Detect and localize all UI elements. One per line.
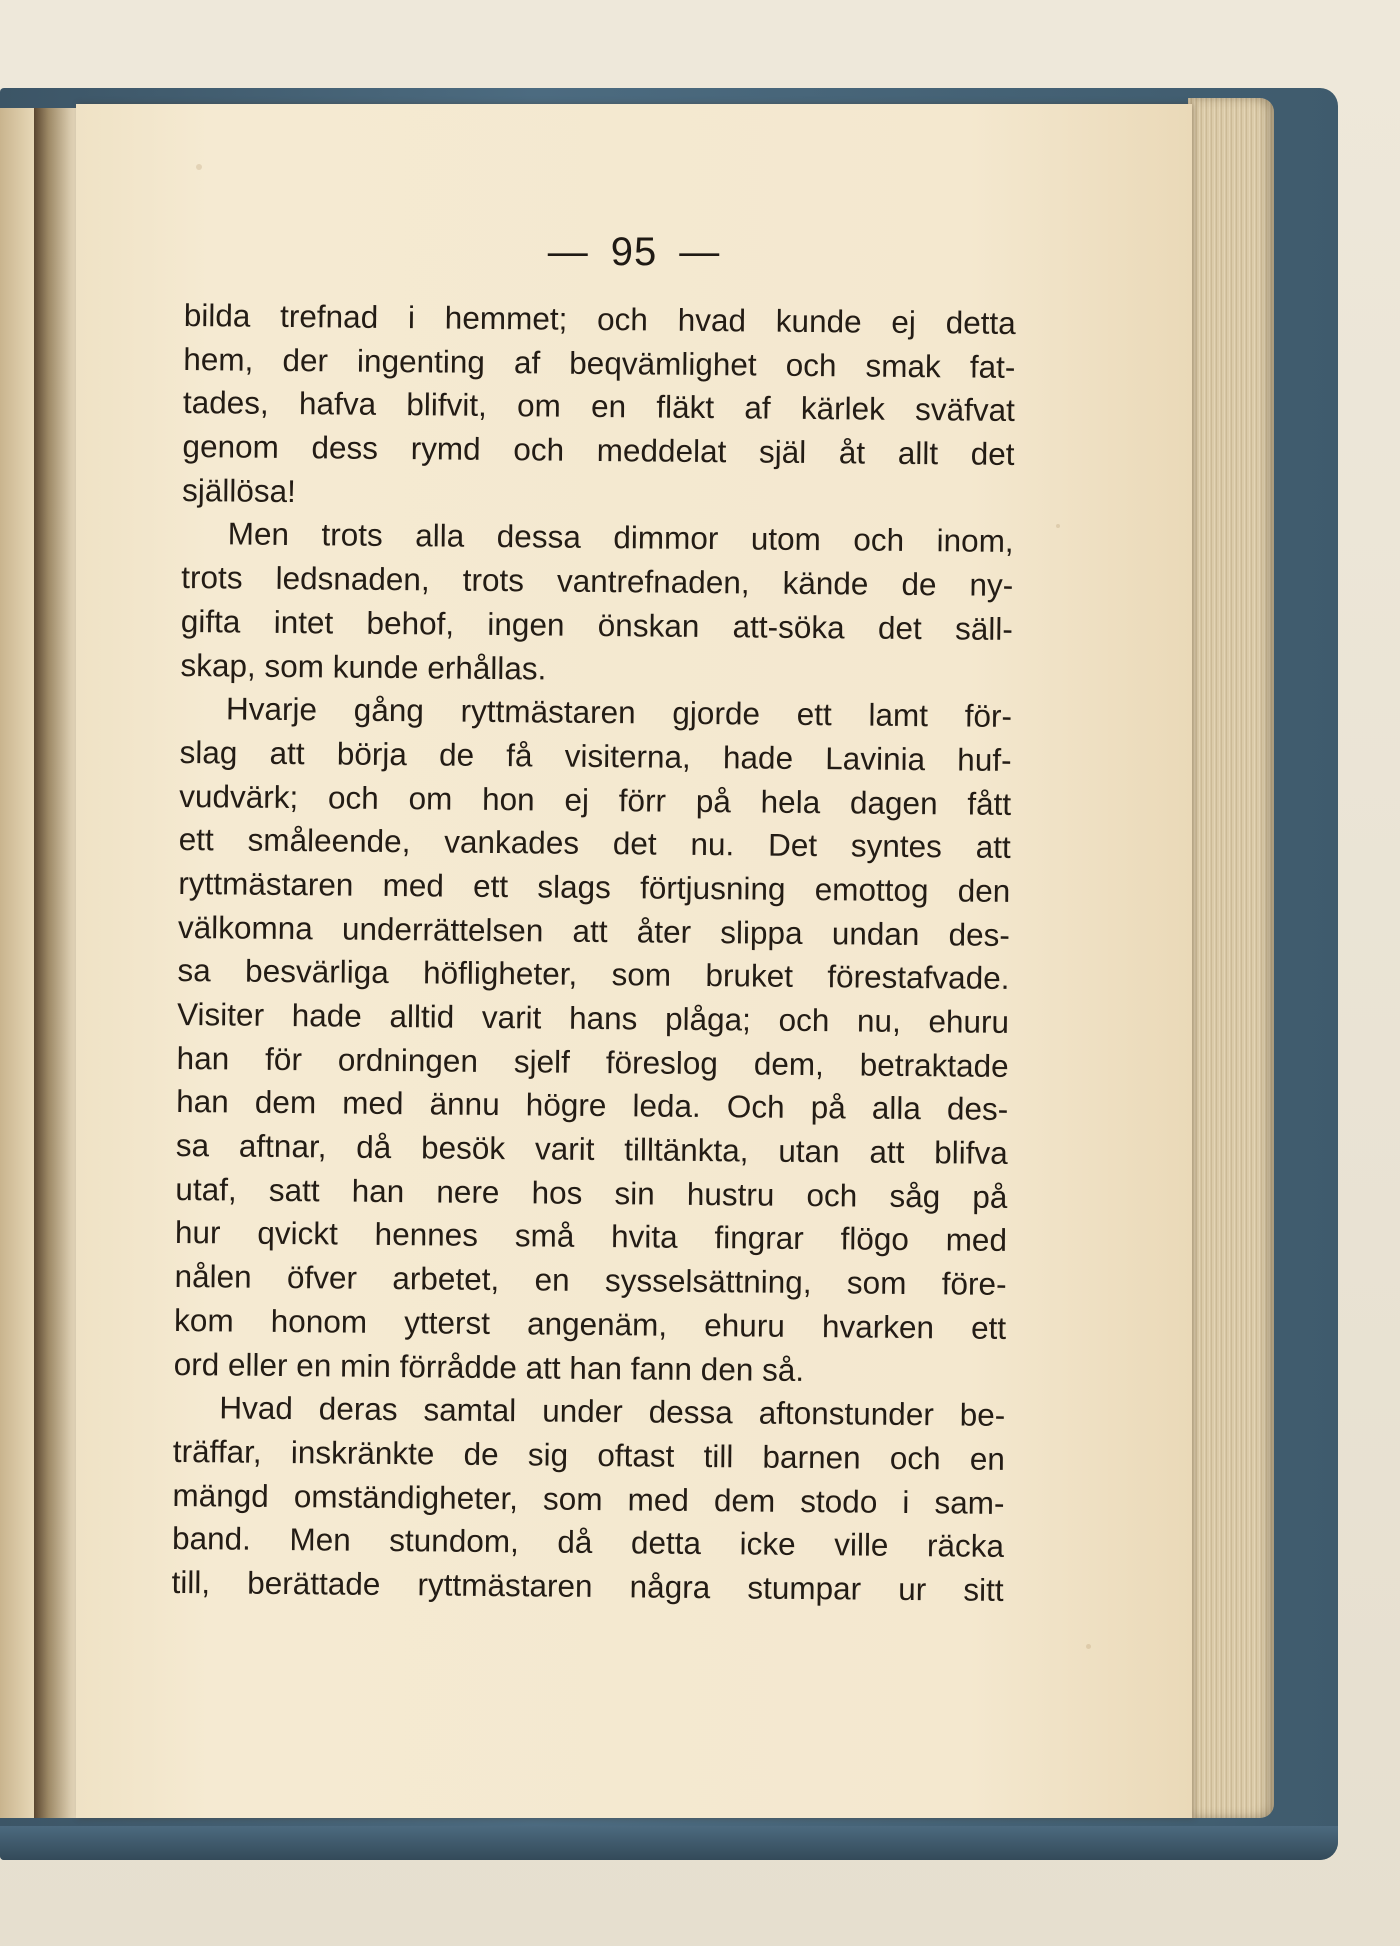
text-line: själlösa! xyxy=(181,471,297,509)
text-line: nålen öfver arbetet, en sysselsättning, som före- xyxy=(174,1258,1007,1303)
text-line: trots ledsnaden, trots vantrefnaden, kände de ny- xyxy=(181,559,1014,604)
text-line: slag att börja de få visiterna, hade Lavinia huf- xyxy=(179,733,1012,778)
text-line: band. Men stundom, då detta icke ville räcka xyxy=(171,1520,1005,1565)
foxing-spot xyxy=(1056,524,1060,528)
text-line: skap, som kunde erhållas. xyxy=(180,646,547,686)
body-text xyxy=(171,294,1016,1613)
page-number: 95 xyxy=(610,230,658,274)
text-line: utaf, satt han nere hos sin hustru och såg på xyxy=(175,1170,1008,1215)
text-line: kom honom ytterst angenäm, ehuru hvarken ett xyxy=(173,1301,1007,1346)
page-number-header xyxy=(76,230,1192,275)
text-line: träffar, inskränkte de sig oftast till barnen och en xyxy=(172,1432,1006,1477)
text-line: välkomna underrättelsen att åter slippa undan des- xyxy=(177,908,1011,953)
text-line: Visiter hade alltid varit hans plåga; och nu, ehuru xyxy=(176,995,1010,1040)
header-dash-right: — xyxy=(679,230,721,274)
text-line: han för ordningen sjelf föreslog dem, betraktade xyxy=(176,1039,1009,1084)
text-line: bilda trefnad i hemmet; och hvad kunde ej detta xyxy=(183,296,1016,341)
foxing-spot xyxy=(196,164,202,170)
text-line: till, berättade ryttmästaren några stumpar ur sitt xyxy=(171,1563,1004,1608)
text-line: sa aftnar, då besök varit tilltänkta, utan att blifva xyxy=(175,1127,1008,1172)
text-line: Hvarje gång ryttmästaren gjorde ett lamt för- xyxy=(225,690,1013,735)
text-line: ryttmästaren med ett slags förtjusning emottog den xyxy=(178,864,1011,909)
page-block-edge xyxy=(1188,98,1274,1818)
book-page xyxy=(76,104,1192,1818)
text-line: Men trots alla dessa dimmor utom och inom, xyxy=(227,515,1014,560)
text-line: hem, der ingenting af beqvämlighet och smak fat- xyxy=(183,340,1016,385)
text-line: gifta intet behof, ingen önskan att-söka det säll- xyxy=(180,602,1013,647)
text-line: han dem med ännu högre leda. Och på alla des- xyxy=(176,1083,1009,1128)
text-line: hur qvickt hennes små hvita fingrar flögo med xyxy=(174,1214,1008,1259)
header-dash-left: — xyxy=(547,230,589,274)
foxing-spot xyxy=(1086,1644,1091,1649)
text-line: sa besvärliga höfligheter, som bruket förestafvade. xyxy=(177,952,1010,997)
book-gutter xyxy=(34,108,76,1818)
left-page-edge xyxy=(0,108,34,1818)
text-line: Hvad deras samtal under dessa aftonstunder be- xyxy=(219,1389,1006,1434)
text-line: ett småleende, vankades det nu. Det syntes att xyxy=(178,821,1011,866)
text-line: ord eller en min förrådde att han fann den så. xyxy=(173,1345,805,1388)
book-cover-bottom-edge xyxy=(0,1826,1338,1860)
text-line: tades, hafva blifvit, om en fläkt af kärlek sväfvat xyxy=(182,384,1016,429)
text-line: vudvärk; och om hon ej förr på hela dagen fått xyxy=(179,777,1012,822)
text-line: genom dess rymd och meddelat själ åt allt det xyxy=(182,428,1015,473)
text-line: mängd omständigheter, som med dem stodo i sam- xyxy=(172,1476,1005,1521)
